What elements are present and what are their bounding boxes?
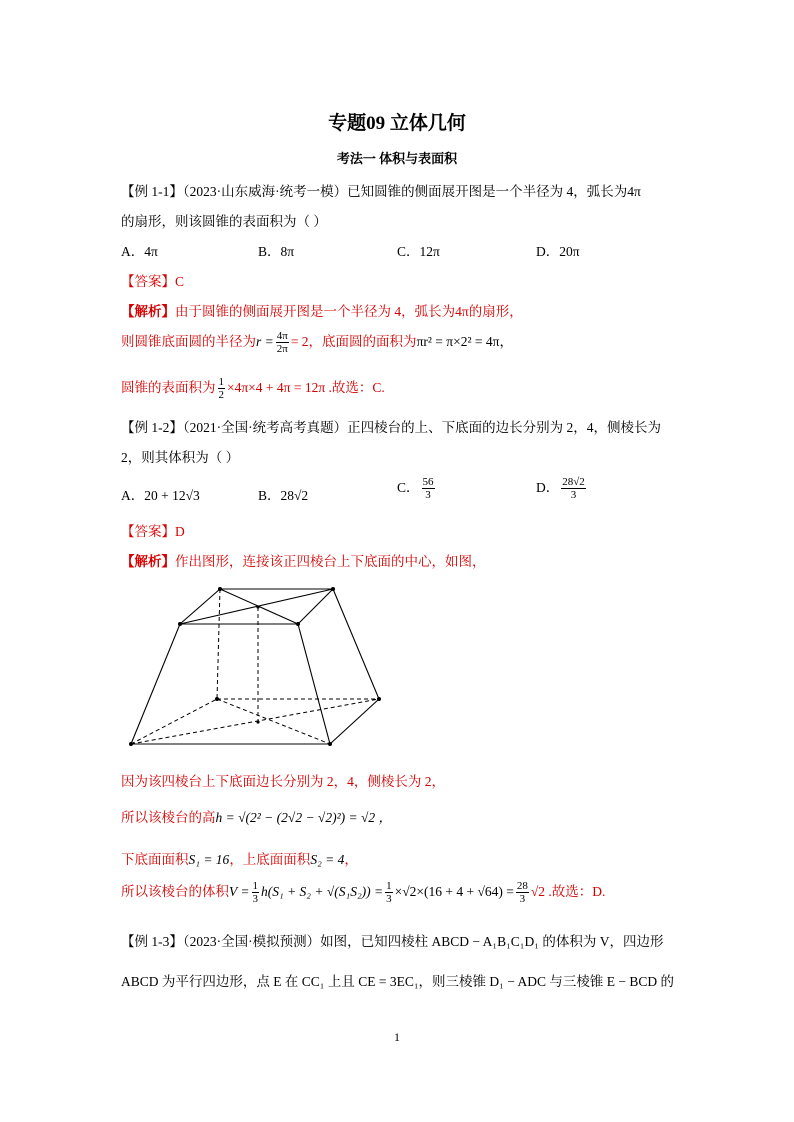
- explanation-text: 所以该棱台的体积: [121, 884, 229, 899]
- vertex: [178, 622, 182, 626]
- fraction: [516, 880, 529, 905]
- center-point: [256, 605, 259, 608]
- explanation-1-1-line1: [121, 300, 523, 320]
- explanation-text: 所以该棱台的高: [121, 810, 216, 825]
- denominator: 3: [570, 489, 577, 502]
- hidden-edge: [131, 699, 217, 744]
- formula: r =: [256, 334, 274, 349]
- lateral-edge: [333, 589, 379, 699]
- explanation-1-1-line2: [121, 330, 513, 355]
- numerator: 1: [252, 880, 258, 893]
- answer-1-1: 【答案】C: [121, 274, 185, 289]
- explanation-1-2-line4: [121, 848, 358, 868]
- vertex: [331, 587, 335, 591]
- explanation-text: 圆锥的表面积为: [121, 380, 216, 395]
- numerator: 1: [386, 880, 392, 893]
- explanation-text: = 2，底面圆的面积为: [290, 334, 417, 349]
- example-stem-a: 正四棱台的上、下底面的边长分别为 2，4，侧棱长为: [347, 420, 661, 435]
- formula: S₁ = 16: [188, 852, 230, 867]
- vertex: [377, 697, 381, 701]
- option-label: C．: [397, 480, 420, 495]
- formula: πr² = π×2² = 4π，: [416, 334, 513, 349]
- explanation-text: 作出图形，连接该正四棱台上下底面的中心，如图，: [175, 554, 486, 569]
- option-c: C．12π: [397, 244, 440, 259]
- denominator: 3: [252, 893, 258, 906]
- explanation-1-2-line3: [121, 806, 392, 826]
- denominator: 3: [386, 893, 392, 906]
- example-stem-a: 已知圆锥的侧面展开图是一个半径为 4，弧长为4π: [347, 184, 641, 199]
- example-1-1-stem-b: 的扇形，则该圆锥的表面积为（ ）: [121, 214, 327, 229]
- example-source: （2023·山东威海·统考一模）: [182, 184, 348, 199]
- formula: h = √(2² − (2√2 − √2)²) = √2 ，: [215, 810, 393, 825]
- edge: [298, 589, 333, 624]
- example-stem-a: 如图，已知四棱柱 ABCD − A₁B₁C₁D₁ 的体积为 V，四边形: [320, 934, 664, 949]
- fraction: [276, 330, 289, 355]
- example-1-2-stem: [121, 416, 661, 436]
- answer-1-2: 【答案】D: [121, 524, 185, 539]
- formula-tail: √2 .故选：D.: [530, 884, 606, 899]
- hidden-edge: [217, 589, 220, 699]
- fraction: [422, 476, 435, 501]
- explanation-text: ，上底面面积: [229, 852, 311, 867]
- section-heading: 考法一 体积与表面积: [336, 151, 458, 166]
- formula: h(S₁ + S₂ + √(S₁S₂)) =: [261, 884, 384, 899]
- numerator: 28: [516, 880, 528, 893]
- page-title: 专题09 立体几何: [328, 113, 466, 134]
- numerator: 4π: [276, 330, 288, 343]
- fraction: [218, 376, 226, 401]
- explanation-tag: 【解析】: [121, 554, 175, 569]
- denominator: 3: [425, 489, 431, 502]
- edge: [330, 699, 379, 744]
- explanation-1-1-line3: [121, 376, 385, 401]
- formula: S₂ = 4: [310, 852, 345, 867]
- explanation-text: 则圆锥底面圆的半径为: [121, 334, 256, 349]
- frustum-figure: [120, 580, 390, 755]
- example-1-2-stem-b: 2，则其体积为（ ）: [121, 450, 240, 465]
- hidden-diagonal: [217, 699, 330, 744]
- vertex: [296, 622, 300, 626]
- vertex: [129, 742, 133, 746]
- denominator: 2: [218, 389, 224, 402]
- example-1-3-stem: [121, 930, 663, 950]
- explanation-1-2-line1: [121, 550, 486, 570]
- hidden-diagonal: [131, 699, 379, 744]
- denominator: 2π: [276, 343, 288, 356]
- option-b: B．28√2: [258, 488, 309, 503]
- fraction: [561, 476, 586, 501]
- explanation-text: 由于圆锥的侧面展开图是一个半径为 4，弧长为4π的扇形，: [175, 304, 523, 319]
- vertex: [328, 742, 332, 746]
- fraction: [385, 880, 393, 905]
- formula: ×√2×(16 + 4 + √64) =: [394, 884, 514, 899]
- example-tag: 【例 1-2】: [121, 420, 183, 435]
- numerator: 1: [218, 376, 224, 389]
- example-tag: 【例 1-1】: [121, 184, 183, 199]
- lateral-edge: [298, 624, 330, 744]
- option-a: A．20 + 12√3: [121, 488, 200, 503]
- denominator: 3: [519, 893, 526, 906]
- example-source: （2021·全国·统考高考真题）: [182, 420, 348, 435]
- explanation-text: ，: [344, 852, 358, 867]
- explanation-text: 下底面面积: [121, 852, 189, 867]
- option-label: D．: [536, 480, 560, 495]
- option-c: [397, 476, 437, 501]
- example-1-3-stem-b: ABCD 为平行四边形，点 E 在 CC₁ 上且 CE = 3EC₁，则三棱锥 D₁ − ADC 与三棱锥 E − BCD 的: [121, 974, 674, 989]
- center-point: [256, 720, 259, 723]
- example-source: （2023·全国·模拟预测）: [182, 934, 321, 949]
- option-d: [536, 476, 588, 501]
- option-b: B．8π: [258, 244, 295, 259]
- lateral-edge: [131, 624, 180, 744]
- fraction: [252, 880, 260, 905]
- edge: [180, 589, 220, 624]
- formula: V =: [229, 884, 250, 899]
- option-a: A．4π: [121, 244, 158, 259]
- formula: ×4π×4 + 4π = 12π .故选：C.: [227, 380, 385, 395]
- numerator: 28√2: [562, 476, 585, 489]
- vertex: [218, 587, 222, 591]
- explanation-tag: 【解析】: [121, 304, 175, 319]
- example-1-1-stem: [121, 180, 641, 200]
- explanation-1-2-line2: 因为该四棱台上下底面边长分别为 2，4，侧棱长为 2，: [121, 774, 445, 789]
- numerator: 56: [422, 476, 434, 489]
- option-d: D．20π: [536, 244, 580, 259]
- example-tag: 【例 1-3】: [121, 934, 183, 949]
- page-number: 1: [394, 1030, 400, 1044]
- vertex: [215, 697, 219, 701]
- explanation-1-2-line5: [121, 880, 605, 905]
